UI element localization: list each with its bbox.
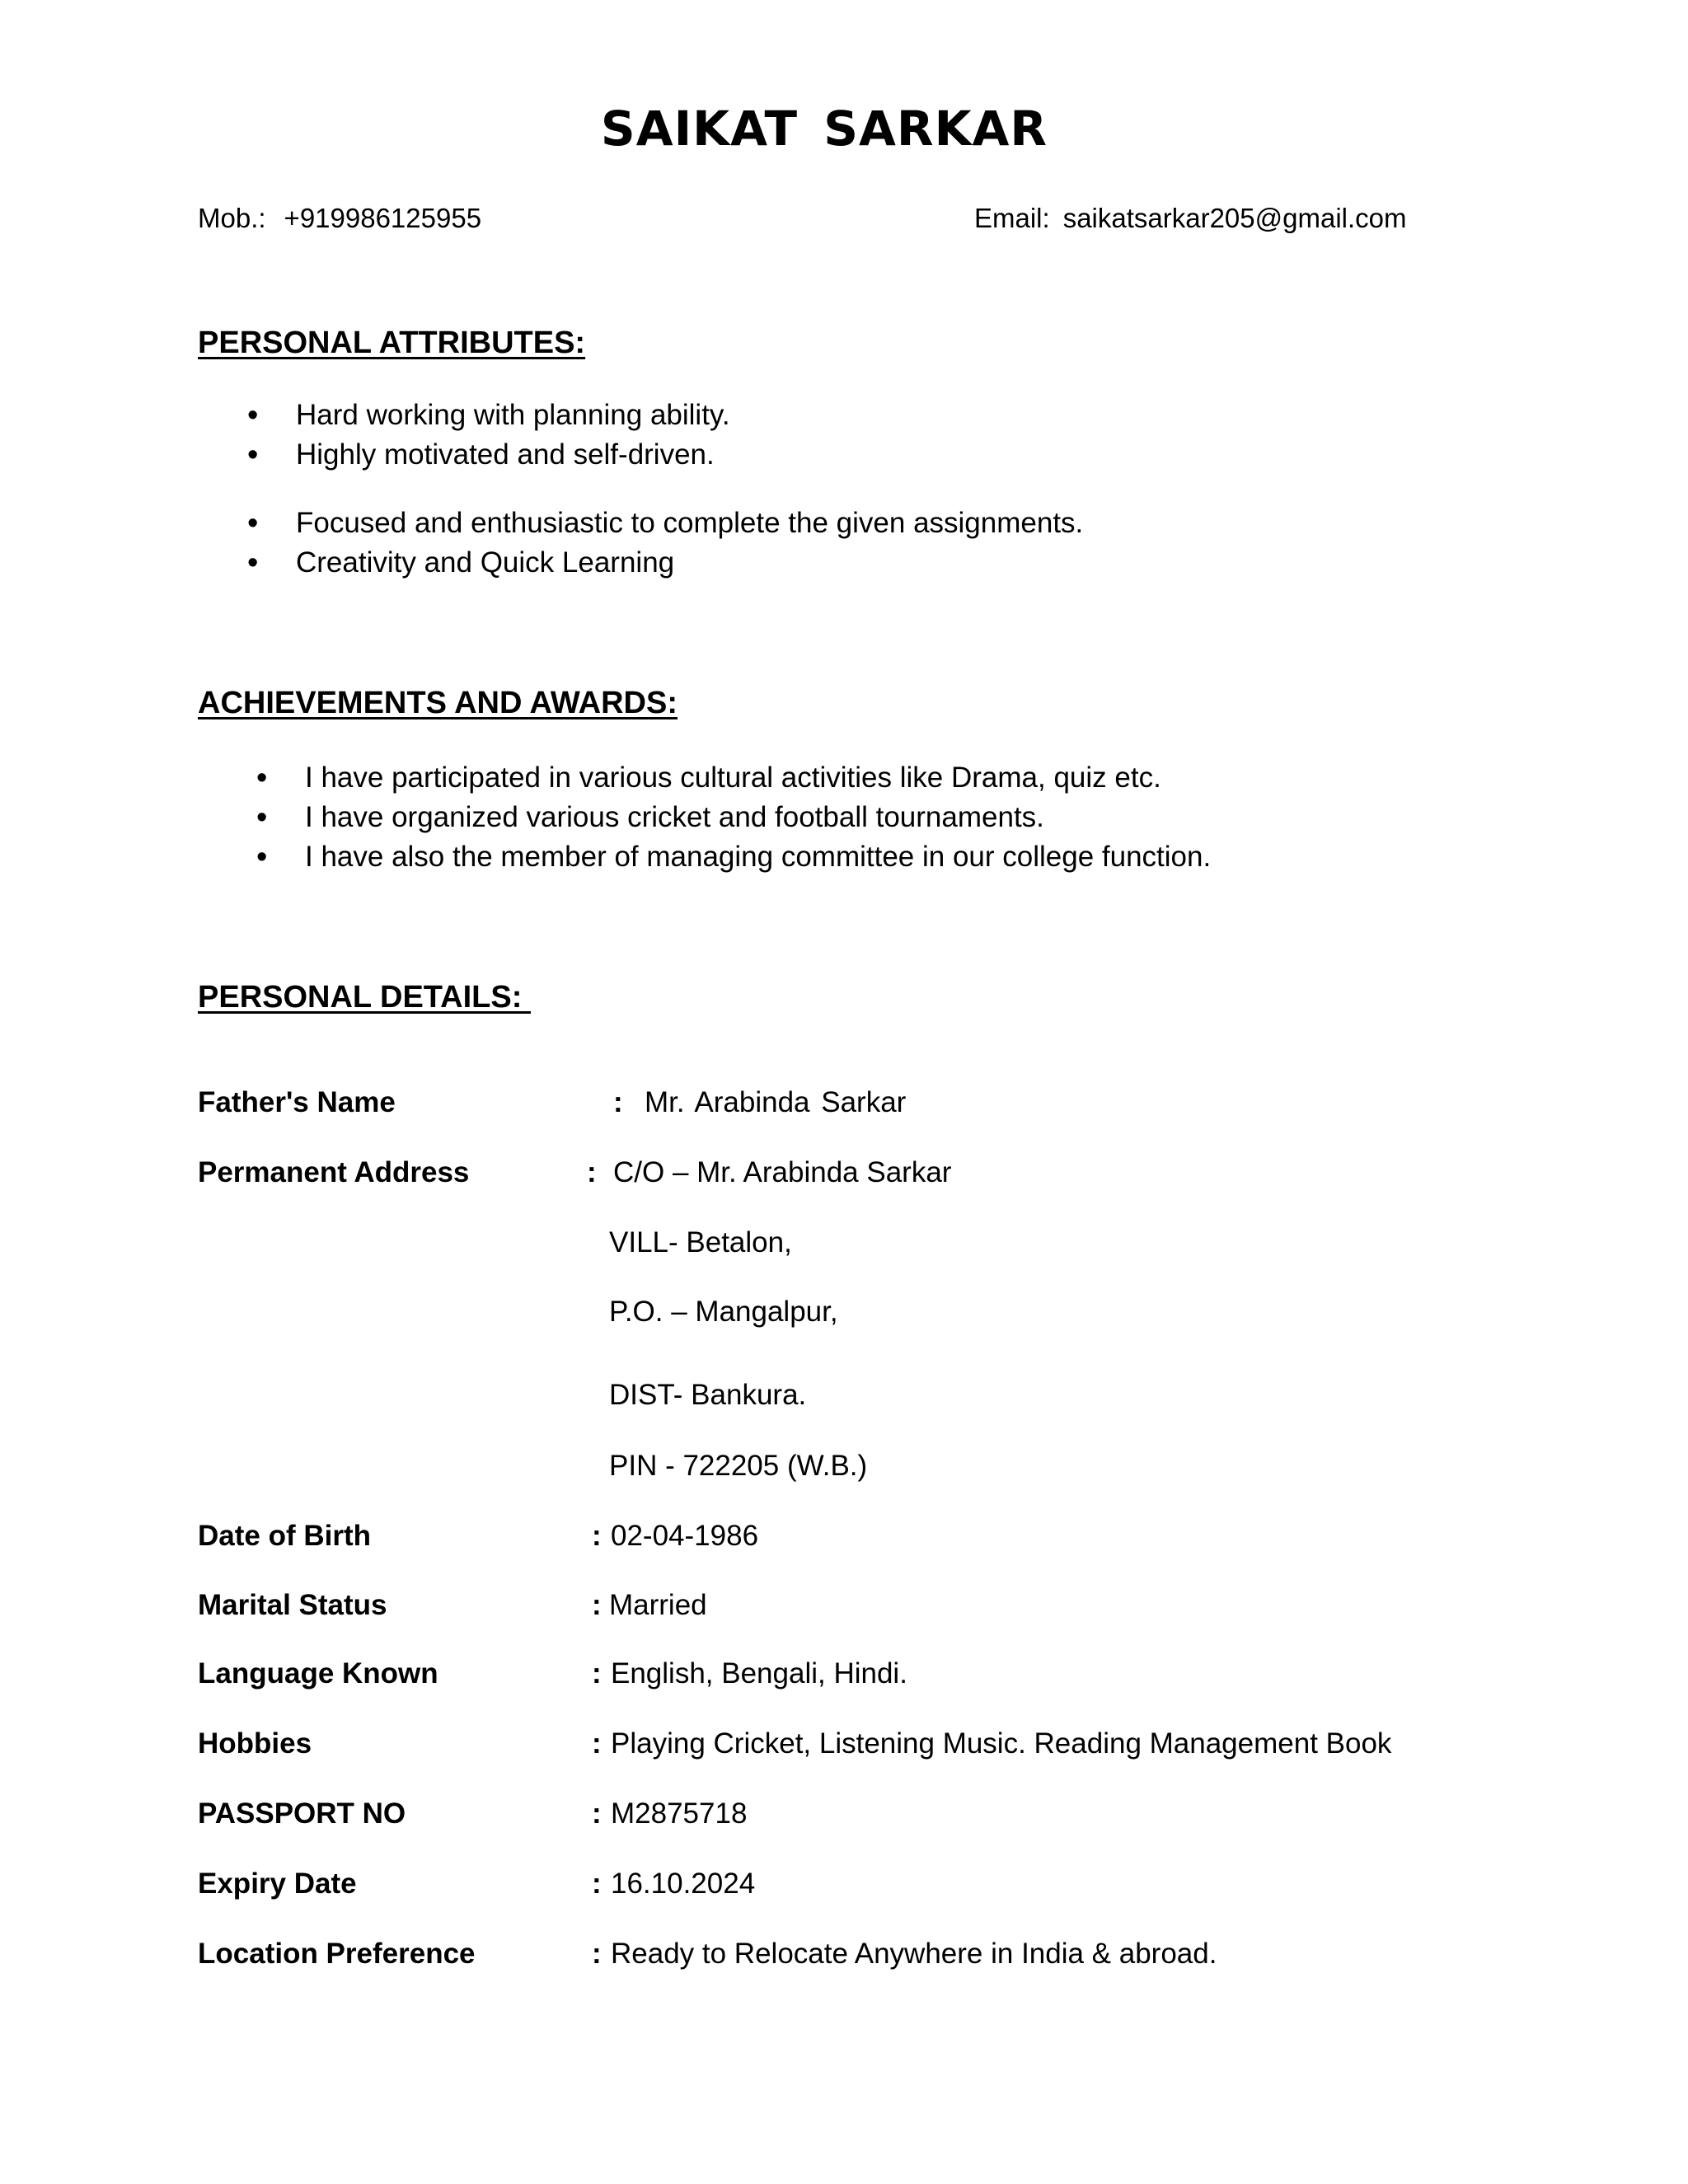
fathers-name-value: Mr. Arabinda Sarkar	[645, 1086, 907, 1118]
permanent-address-label: Permanent Address	[198, 1156, 470, 1188]
marital-status-label: Marital Status	[198, 1589, 387, 1621]
mobile-contact	[198, 203, 481, 234]
attribute-item: • Focused and enthusiastic to complete the given assignments.	[296, 504, 1083, 543]
mobile-label: Mob.:	[198, 203, 266, 233]
personal-attributes-list-a	[296, 396, 730, 475]
dob-label: Date of Birth	[198, 1520, 371, 1552]
achievement-item: • I have participated in various cultural activities like Drama, quiz etc.	[305, 758, 1211, 798]
address-line-4: DIST- Bankura.	[609, 1379, 807, 1411]
address-line-5: PIN - 722205 (W.B.)	[609, 1450, 868, 1482]
achievements-title: ACHIEVEMENTS AND AWARDS:	[198, 686, 678, 720]
fathers-name-colon: :	[613, 1086, 623, 1118]
location-label: Location Preference	[198, 1938, 476, 1970]
language-colon: :	[592, 1657, 602, 1690]
email-address: saikatsarkar205@gmail.com	[1062, 203, 1407, 233]
language-label: Language Known	[198, 1657, 438, 1690]
expiry-value: 16.10.2024	[611, 1868, 756, 1900]
passport-value: M2875718	[611, 1797, 748, 1830]
permanent-address-colon: :	[587, 1156, 597, 1188]
fathers-name-label: Father's Name	[198, 1086, 396, 1118]
passport-label: PASSPORT NO	[198, 1797, 406, 1830]
dob-value: 02-04-1986	[611, 1520, 759, 1552]
achievement-item: • I have also the member of managing committee in our college function.	[305, 837, 1211, 877]
expiry-colon: :	[592, 1868, 602, 1900]
achievements-list	[305, 758, 1211, 877]
hobbies-colon: :	[592, 1727, 602, 1760]
marital-status-value: Married	[609, 1589, 707, 1621]
address-line-1: C/O – Mr. Arabinda Sarkar	[613, 1156, 952, 1188]
passport-colon: :	[592, 1797, 602, 1830]
address-line-3: P.O. – Mangalpur,	[609, 1296, 838, 1328]
email-label: Email:	[974, 203, 1050, 233]
email-contact	[974, 203, 1407, 234]
personal-attributes-title: PERSONAL ATTRIBUTES:	[198, 326, 586, 360]
address-line-2: VILL- Betalon,	[609, 1226, 792, 1258]
personal-details-title: PERSONAL DETAILS:	[198, 980, 531, 1015]
hobbies-value: Playing Cricket, Listening Music. Reading Management Book	[611, 1727, 1392, 1760]
expiry-label: Expiry Date	[198, 1868, 357, 1900]
location-value: Ready to Relocate Anywhere in India & abroad.	[611, 1938, 1217, 1970]
achievement-item: • I have organized various cricket and football tournaments.	[305, 798, 1211, 837]
personal-attributes-list-b	[296, 504, 1083, 583]
dob-colon: :	[592, 1520, 602, 1552]
attribute-item: • Hard working with planning ability.	[296, 396, 730, 435]
attribute-item: • Creativity and Quick Learning	[296, 543, 1083, 583]
language-value: English, Bengali, Hindi.	[611, 1657, 907, 1690]
location-colon: :	[592, 1938, 602, 1970]
attribute-item: • Highly motivated and self-driven.	[296, 435, 730, 475]
candidate-name: SAIKAT SARKAR	[600, 101, 1048, 157]
marital-status-colon: :	[592, 1589, 602, 1621]
mobile-number: +919986125955	[284, 203, 482, 233]
hobbies-label: Hobbies	[198, 1727, 312, 1760]
